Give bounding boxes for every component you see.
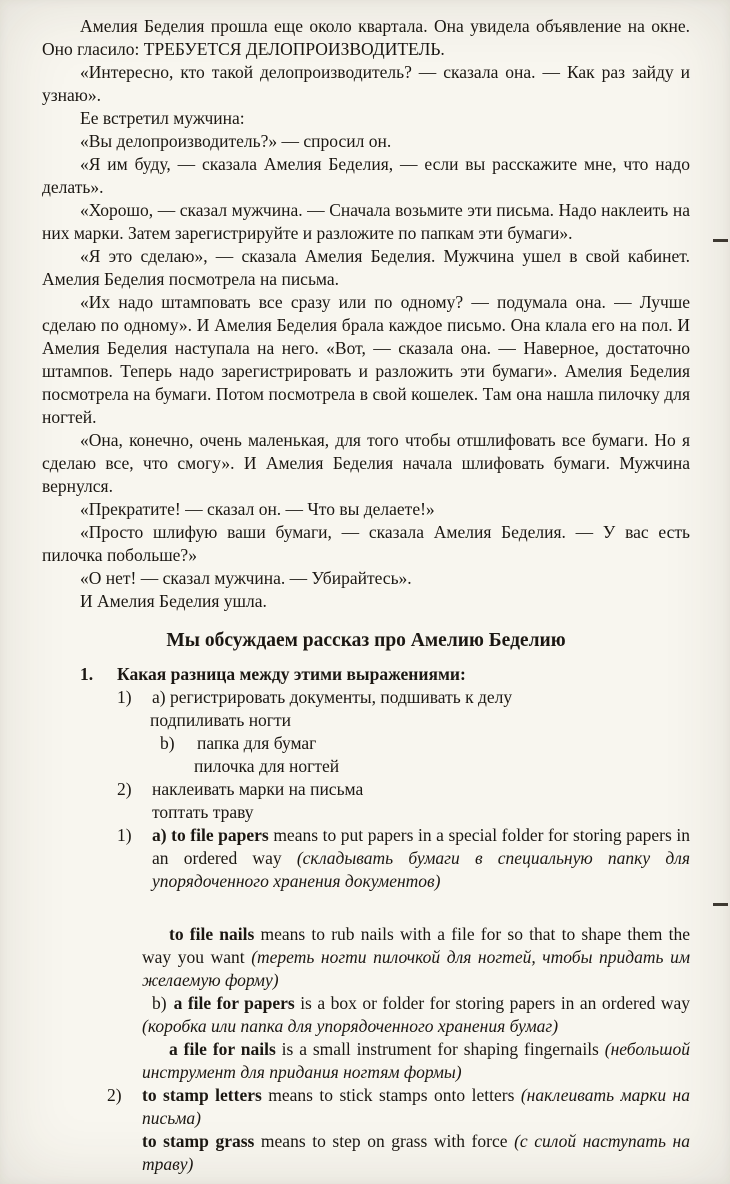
definition-text: is a box or folder for storing papers in an ordered way <box>294 993 690 1013</box>
story-paragraph: «Я им буду, — сказала Амелия Беделия, — если вы расскажите мне, что надо делать». <box>42 154 690 197</box>
list-item-text: подпиливать ногти <box>150 710 291 730</box>
russian-expressions-list <box>42 686 690 824</box>
definition-item <box>117 824 690 893</box>
story-paragraph: «Интересно, кто такой делопроизводитель? — сказала она. — Как раз зайду и узнаю». <box>42 62 690 105</box>
list-item <box>117 778 690 801</box>
story-paragraph: Ее встретил мужчина: <box>80 108 245 128</box>
definition-text: is a small instrument for shaping fingernails <box>275 1039 605 1059</box>
definitions-block <box>107 923 690 1176</box>
definition-item <box>142 992 690 1038</box>
list-item-text: наклеивать марки на письма <box>152 779 364 799</box>
story-paragraph: «Просто шлифую ваши бумаги, — сказала Амелия Беделия. — У вас есть пилочка побольше?» <box>42 522 690 565</box>
list-item <box>117 686 690 709</box>
story-paragraph: «Хорошо, — сказал мужчина. — Сначала возьмите эти письма. Надо наклеить на них марки. Затем зарегистрируйте и разложите по папкам эти бумаги». <box>42 200 690 243</box>
translation-italic: (тереть ногти пилочкой для ногтей, чтобы придать им желаемую форму) <box>142 947 690 990</box>
story-paragraph: «Их надо штамповать все сразу или по одному? — подумала она. — Лучше сделаю по одному». И Амелия Беделия брала каждое письмо. Она клала его на пол. И Амелия Беделия наступала на него. «Вот, — сказала она. — Наверное, достаточно штампов. Теперь надо зарегистрировать и разложить эти бумаги». Амелия Беделия посмотрела на бумаги. Потом посмотрела в свой кошелек. Там она нашла пилочку для ногтей. <box>42 292 690 427</box>
term-bold: a file for papers <box>173 993 295 1013</box>
term-bold: to stamp grass <box>142 1131 255 1151</box>
translation-italic: (складывать бумаги в специальную папку для упорядоченного хранения документов) <box>152 848 690 891</box>
list-item <box>194 755 690 778</box>
term-bold: to file nails <box>169 924 255 944</box>
question-number: 1. <box>80 664 94 684</box>
story-paragraph: Амелия Беделия прошла еще около квартала. Она увидела объявление на окне. Оно гласило: ТРЕБУЕТСЯ ДЕЛОПРОИЗВОДИТЕЛЬ. <box>42 16 690 59</box>
story-paragraph: «Прекратите! — сказал он. — Что вы делаете!» <box>80 499 435 519</box>
list-marker: b) <box>152 993 167 1013</box>
list-item-text: папка для бумаг <box>197 733 317 753</box>
scan-artifact-dash <box>713 903 728 906</box>
scan-artifact-dash <box>713 239 728 242</box>
section-title: Мы обсуждаем рассказ про Амелию Беделию <box>166 630 566 651</box>
definition-item <box>142 1038 690 1084</box>
story-paragraph: «О нет! — сказал мужчина. — Убирайтесь». <box>80 568 412 588</box>
list-marker: 1) <box>117 687 132 707</box>
definition-item <box>107 1084 690 1130</box>
list-item-text: топтать траву <box>152 802 254 822</box>
term-bold: to stamp letters <box>142 1085 262 1105</box>
translation-italic: (наклеивать марки на письма) <box>142 1085 690 1128</box>
definition-text: means to put papers in a special folder for storing papers in an ordered way <box>152 825 690 868</box>
question-item <box>80 663 690 686</box>
definition-text: means to rub nails with a file for so that to shape them the way you want <box>142 924 690 967</box>
definition-item <box>142 923 690 992</box>
list-item <box>160 732 690 755</box>
term-bold: a) to file papers <box>152 825 269 845</box>
translation-italic: (с силой наступать на траву) <box>142 1131 690 1174</box>
list-item <box>150 709 690 732</box>
list-marker: 1) <box>117 825 132 845</box>
definition-text: means to stick stamps onto letters <box>261 1085 521 1105</box>
story-paragraph: «Я это сделаю», — сказала Амелия Беделия. Мужчина ушел в свой кабинет. Амелия Беделия посмотрела на письма. <box>42 246 690 289</box>
translation-italic: (небольшой инструмент для придания ногтям формы) <box>142 1039 690 1082</box>
list-marker: 2) <box>117 779 132 799</box>
term-bold: a file for nails <box>169 1039 276 1059</box>
definition-item <box>142 1130 690 1176</box>
list-marker: 2) <box>107 1085 122 1105</box>
translation-italic: (коробка или папка для упорядоченного хранения бумаг) <box>142 1016 559 1036</box>
list-item-text: пилочка для ногтей <box>194 756 340 776</box>
definition-text: means to step on grass with force <box>254 1131 515 1151</box>
question-text: Какая разница между этими выражениями: <box>117 664 466 684</box>
story-paragraph: «Вы делопроизводитель?» — спросил он. <box>80 131 392 151</box>
story-section <box>42 15 690 613</box>
list-marker: b) <box>160 733 175 753</box>
story-paragraph: «Она, конечно, очень маленькая, для того чтобы отшлифовать все бумаги. Но я сделаю все, что смогу». И Амелия Беделия начала шлифовать бумаги. Мужчина вернулся. <box>42 430 690 496</box>
list-item-text: а) регистрировать документы, подшивать к делу <box>152 687 513 707</box>
list-item <box>152 801 690 824</box>
story-paragraph: И Амелия Беделия ушла. <box>80 591 267 611</box>
